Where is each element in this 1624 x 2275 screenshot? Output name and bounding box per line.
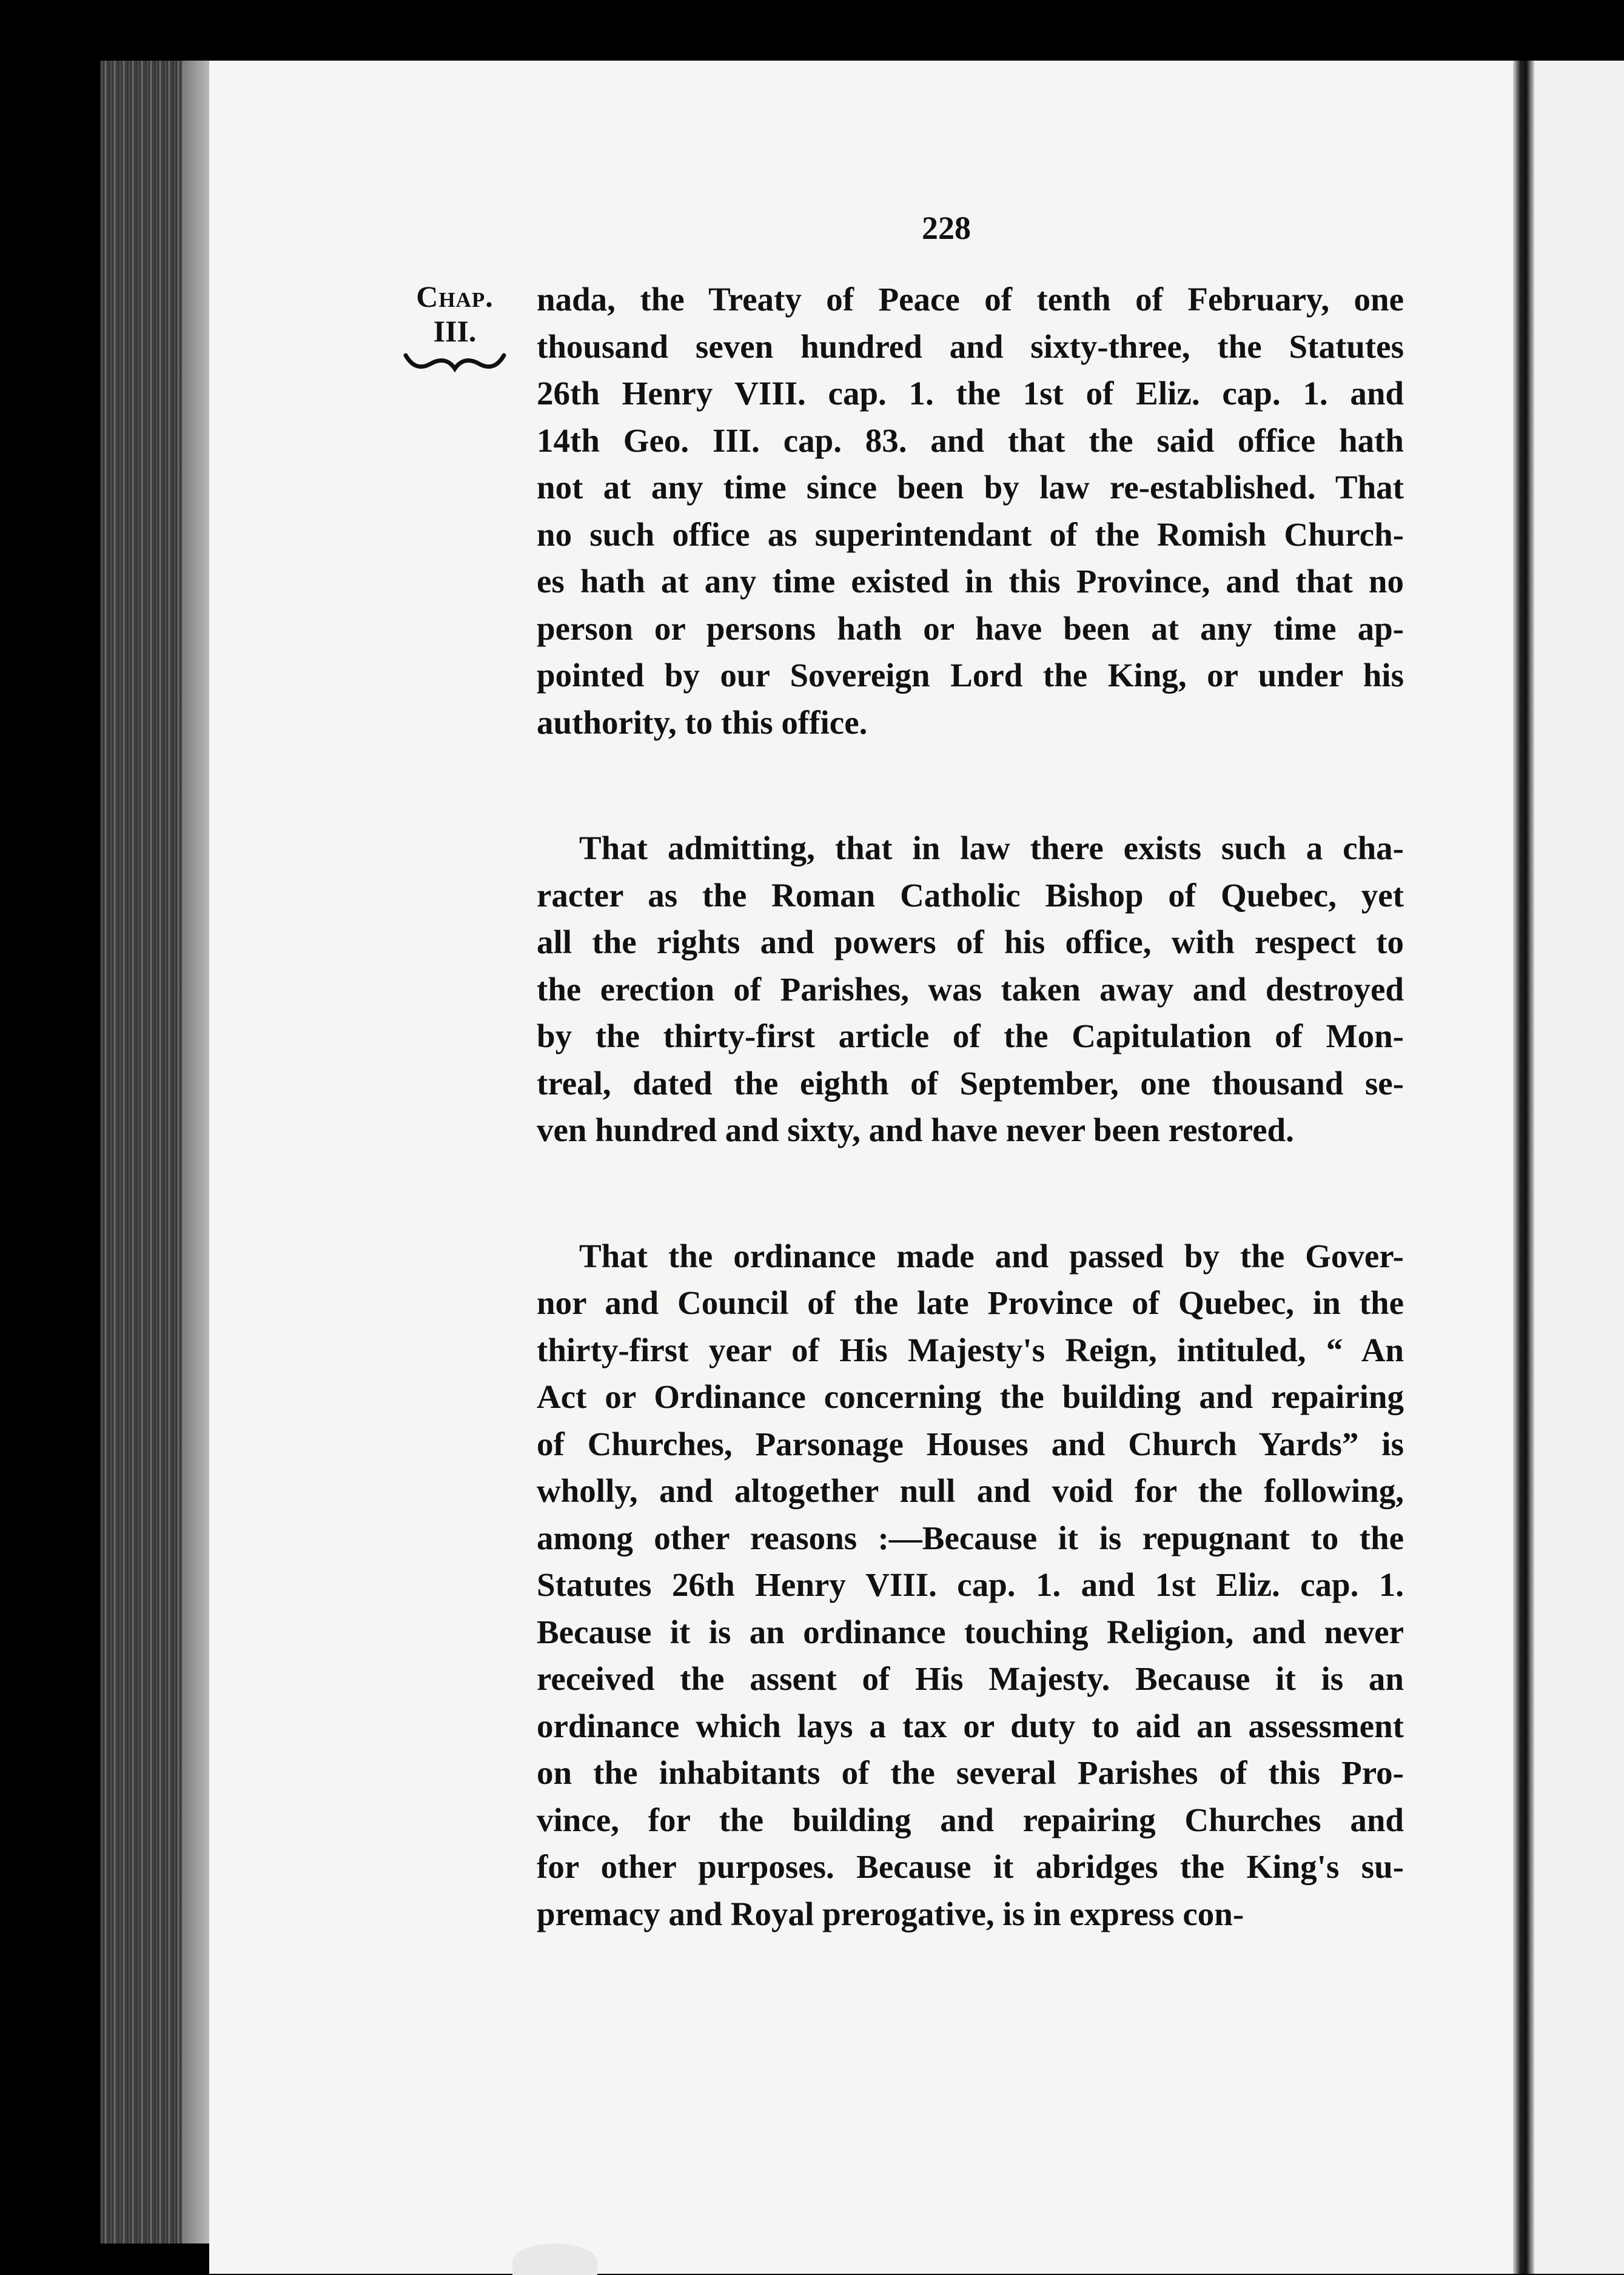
text-line: no such office as superintendant of the Romish Church- — [537, 515, 1404, 553]
text-line: the erection of Parishes, was taken away and destroyed — [537, 970, 1404, 1008]
text-line: ven hundred and sixty, and have never been restored. — [537, 1111, 1294, 1148]
page-gutter — [1513, 61, 1534, 2274]
text-line: for other purposes. Because it abridges the King's su- — [537, 1848, 1404, 1885]
text-line: pointed by our Sovereign Lord the King, or under his — [537, 657, 1404, 694]
text-line: 14th Geo. III. cap. 83. and that the said office hath — [537, 421, 1404, 459]
page-number: 228 — [922, 210, 971, 246]
chapter-label: Chap. — [416, 280, 494, 313]
text-line: That the ordinance made and passed by the Gover- — [579, 1237, 1404, 1275]
text-line: on the inhabitants of the several Parishes of this Pro- — [537, 1754, 1404, 1791]
text-line: nada, the Treaty of Peace of tenth of February, one — [537, 281, 1404, 318]
text-line: not at any time since been by law re-established. That — [537, 469, 1404, 506]
scan-artifact — [512, 2243, 597, 2275]
text-line: 26th Henry VIII. cap. 1. the 1st of Eliz. cap. 1. and — [537, 375, 1404, 412]
text-line: thirty-first year of His Majesty's Reign, intituled, “ An — [537, 1331, 1404, 1369]
text-line: Act or Ordinance concerning the building and repairing — [537, 1378, 1404, 1415]
text-line: authority, to this office. — [537, 703, 868, 741]
text-line: of Churches, Parsonage Houses and Church Yards” is — [537, 1425, 1404, 1462]
text-line: nor and Council of the late Province of Quebec, in the — [537, 1284, 1404, 1321]
text-line: person or persons hath or have been at any time ap- — [537, 609, 1404, 647]
paragraph-2 — [537, 825, 1404, 1154]
brace-ornament-icon — [403, 350, 506, 375]
text-line: wholly, and altogether null and void for the following, — [537, 1472, 1404, 1509]
chapter-margin-note — [394, 278, 515, 375]
text-line: among other reasons :—Because it is repugnant to the — [537, 1519, 1404, 1556]
text-line: Statutes 26th Henry VIII. cap. 1. and 1st Eliz. cap. 1. — [537, 1566, 1404, 1603]
chapter-number: III. — [433, 314, 477, 348]
paragraph-1 — [537, 276, 1404, 746]
text-line: by the thirty-first article of the Capitulation of Mon- — [537, 1017, 1404, 1054]
text-line: ordinance which lays a tax or duty to aid an assessment — [537, 1707, 1404, 1744]
text-line: vince, for the building and repairing Churches and — [537, 1801, 1404, 1838]
text-line: all the rights and powers of his office, with respect to — [537, 923, 1404, 960]
text-line: received the assent of His Majesty. Because it is an — [537, 1660, 1404, 1697]
text-line: premacy and Royal prerogative, is in express con- — [537, 1895, 1244, 1932]
text-line: Because it is an ordinance touching Religion, and never — [537, 1613, 1404, 1650]
text-line: es hath at any time existed in this Province, and that no — [537, 563, 1404, 600]
paragraph-3 — [537, 1233, 1404, 1938]
text-line: racter as the Roman Catholic Bishop of Quebec, yet — [537, 876, 1404, 914]
text-line: treal, dated the eighth of September, one thousand se- — [537, 1064, 1404, 1102]
facing-page-edge — [1534, 61, 1624, 2274]
text-line: thousand seven hundred and sixty-three, the Statutes — [537, 327, 1404, 365]
body-text — [537, 276, 1404, 1937]
text-line: That admitting, that in law there exists such a cha- — [579, 829, 1404, 866]
